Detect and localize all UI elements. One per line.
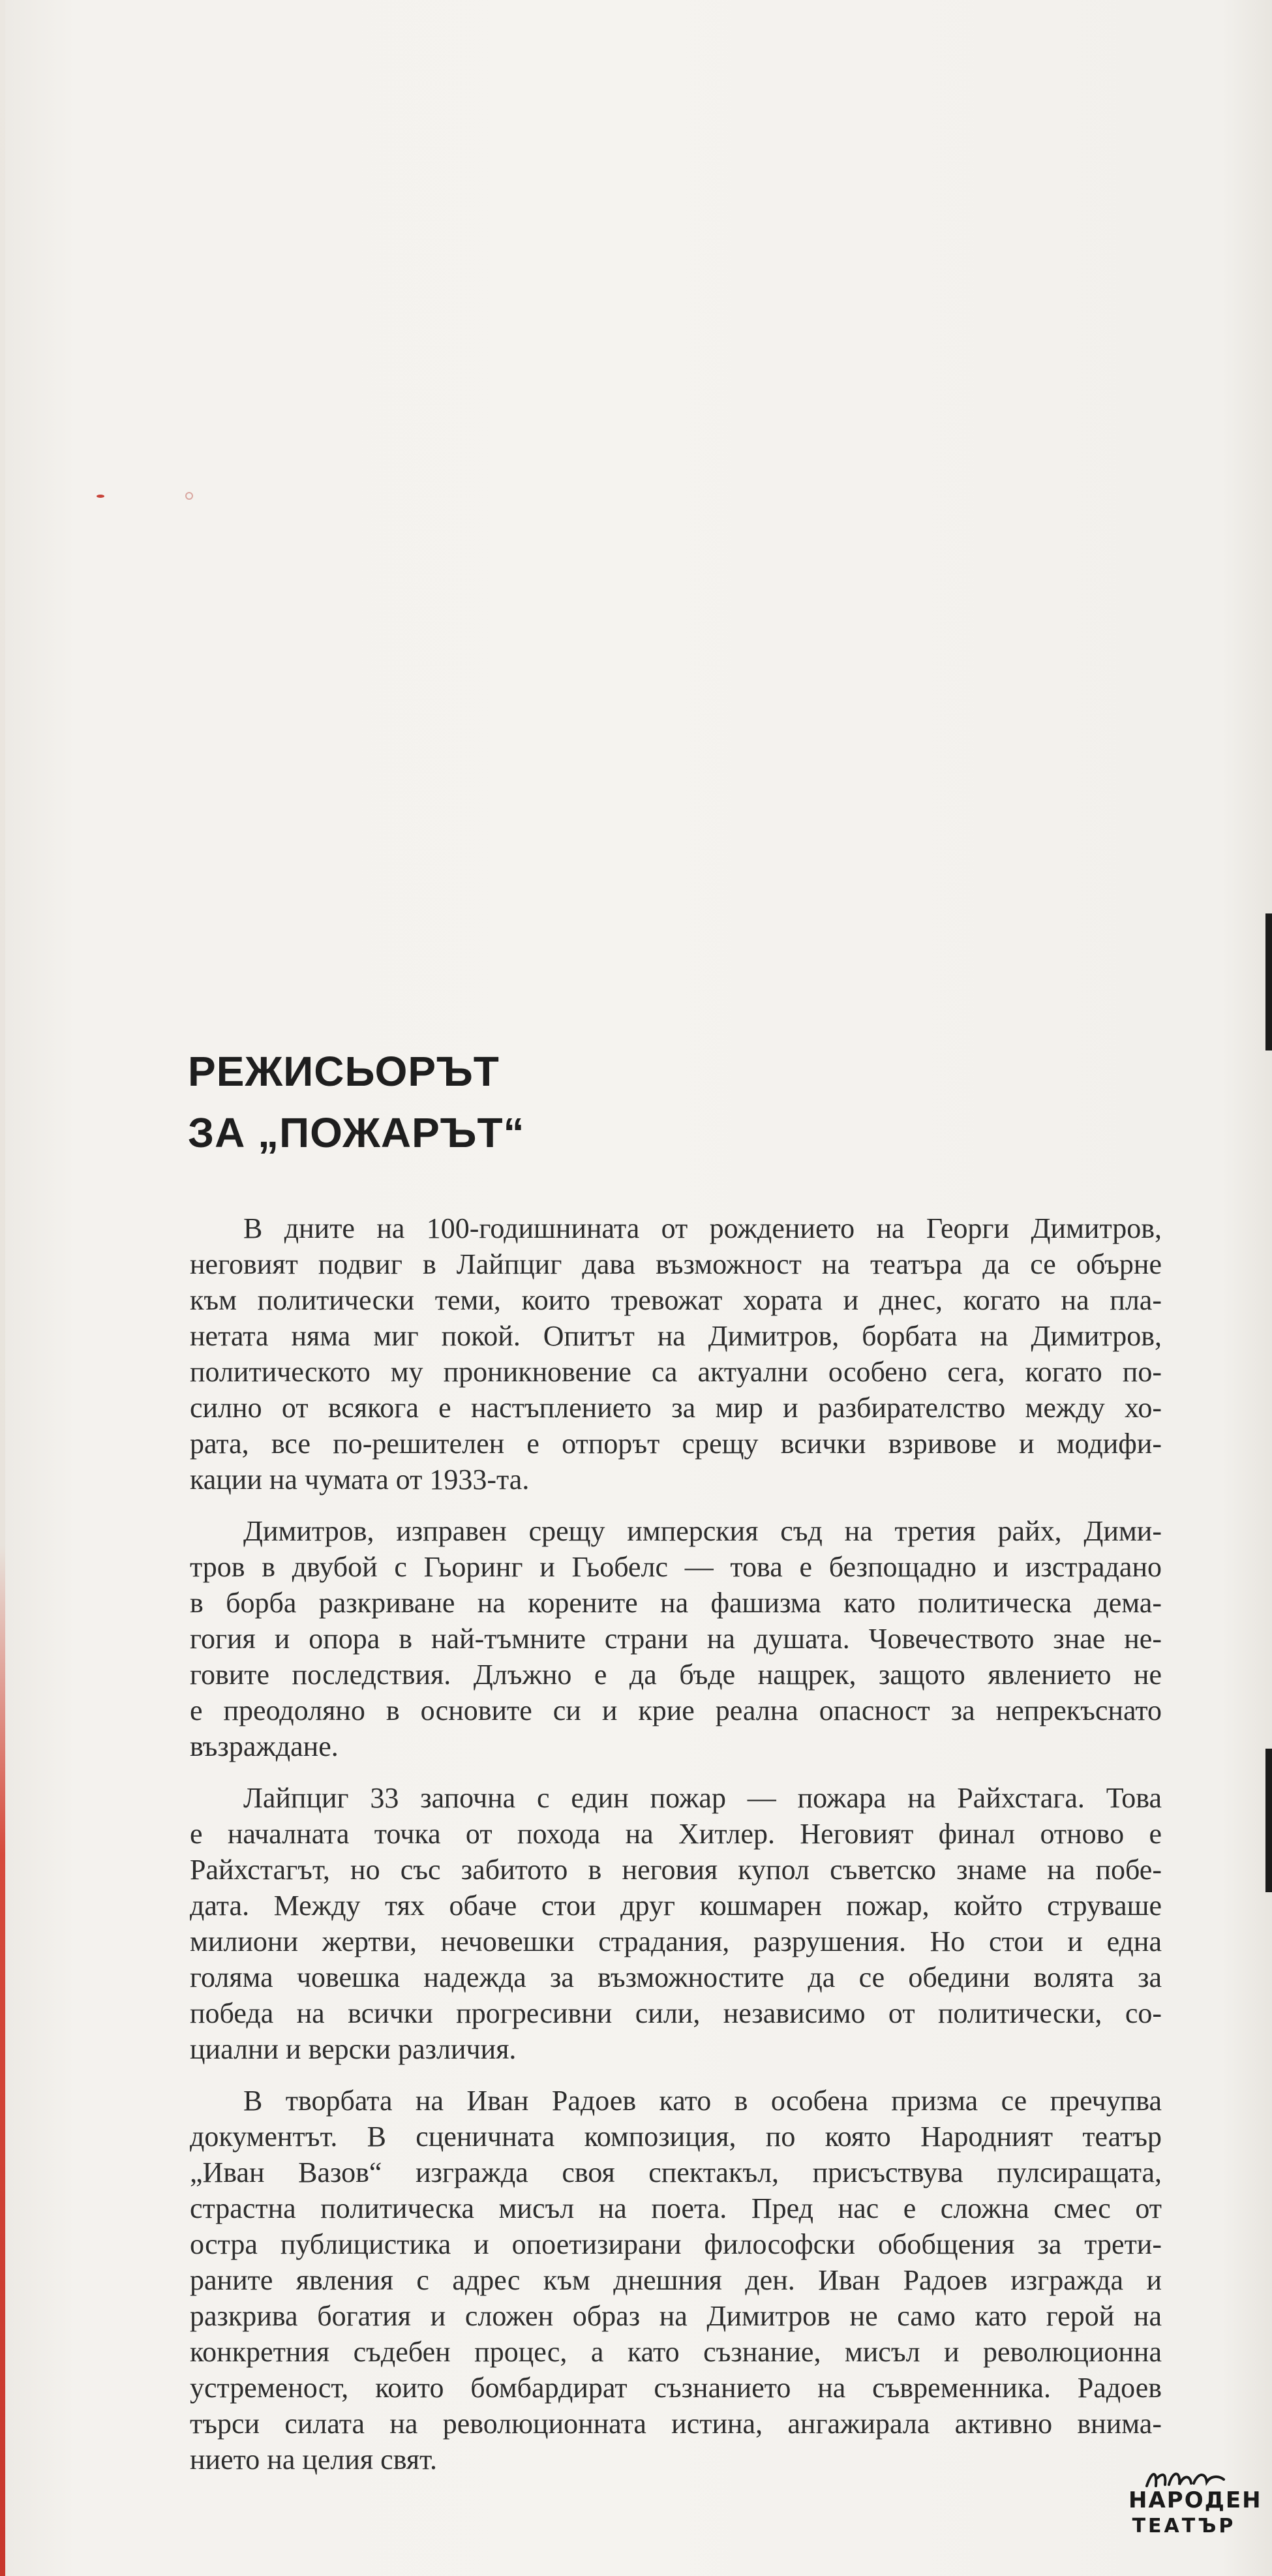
text-line: дата. Между тях обаче стои друг кошмарен пожар, който струваше	[190, 1890, 1162, 1922]
national-theatre-logo	[1123, 2466, 1262, 2545]
text-line: политическото му проникновение са актуални особено сега, когато по-	[190, 1356, 1162, 1388]
text-line: В творбата на Иван Радоев като в особена призма се пречупва	[243, 2085, 1162, 2117]
text-line: кации на чумата от 1933-та.	[190, 1464, 530, 1495]
text-line: конкретния съдебен процес, а като съзнание, мисъл и революционна	[190, 2336, 1162, 2368]
text-line: говите последствия. Длъжно е да бъде нащрек, защото явлението не	[190, 1659, 1162, 1691]
text-line: нетата няма миг покой. Опитът на Димитров, борбата на Димитров,	[190, 1320, 1162, 1352]
title-line-2: ЗА „ПОЖАРЪТ“	[188, 1109, 525, 1156]
paragraph	[190, 1780, 1162, 2067]
binding-mark	[1265, 913, 1272, 1050]
text-line: В дните на 100-годишнината от рождението на Георги Димитров,	[243, 1212, 1162, 1244]
article-body	[190, 1210, 1162, 2493]
red-page-edge	[0, 0, 5, 2576]
text-line: „Иван Вазов“ изгражда своя спектакъл, присъствува пулсиращата,	[190, 2156, 1162, 2188]
text-line: раните явления с адрес към днешния ден. Иван Радоев изгражда и	[190, 2264, 1162, 2296]
text-line: Райхстагът, но със забитото в неговия купол съветско знаме на побе-	[190, 1854, 1162, 1886]
text-line: силно от всякога е настъплението за мир и разбирателство между хо-	[190, 1392, 1162, 1424]
text-line: в борба разкриване на корените на фашизма като политическа дема-	[190, 1587, 1162, 1619]
article-title	[188, 1041, 971, 1163]
text-line: разкрива богатия и сложен образ на Димитров не само като герой на	[190, 2300, 1162, 2332]
title-line-1: РЕЖИСЬОРЪТ	[188, 1048, 500, 1095]
print-speck	[97, 495, 104, 498]
text-line: голяма човешка надежда за възможностите да се обедини волята за	[190, 1961, 1162, 1993]
paragraph	[190, 1513, 1162, 1764]
text-line: гогия и опора в най-тъмните страни на душата. Човечеството знае не-	[190, 1623, 1162, 1655]
text-line: тров в двубой с Гьоринг и Гьобелс — това е безпощадно и изстрадано	[190, 1551, 1162, 1583]
logo-text-1: НАРОДЕН	[1128, 2487, 1262, 2513]
text-line: милиони жертви, нечовешки страдания, разрушения. Но стои и една	[190, 1925, 1162, 1957]
text-line: страстна политическа мисъл на поета. Пред нас е сложна смес от	[190, 2192, 1162, 2224]
paragraph	[190, 1210, 1162, 1497]
print-speck	[185, 492, 193, 500]
text-line: е началната точка от похода на Хитлер. Неговият финал отново е	[190, 1818, 1162, 1850]
text-line: остра публицистика и опоетизирани философски обобщения за трети-	[190, 2228, 1162, 2260]
binding-mark	[1265, 1749, 1272, 1892]
text-line: е преодоляно в основите си и крие реална опасност за непрекъснато	[190, 1694, 1162, 1726]
text-line: рата, все по-решителен е отпорът срещу всички взривове и модифи-	[190, 1428, 1162, 1460]
text-line: възраждане.	[190, 1730, 339, 1762]
text-line: към политически теми, които тревожат хората и днес, когато на пла-	[190, 1284, 1162, 1316]
text-line: циални и верски различия.	[190, 2033, 517, 2065]
text-line: победа на всички прогресивни сили, независимо от политически, со-	[190, 1997, 1162, 2029]
paragraph	[190, 2083, 1162, 2477]
text-line: Лайпциг 33 започна с един пожар — пожара на Райхстага. Това	[243, 1782, 1162, 1814]
text-line: неговият подвиг в Лайпциг дава възможност на театъра да се обърне	[190, 1248, 1162, 1280]
logo-text-2: ТЕАТЪР	[1132, 2515, 1236, 2538]
text-line: устременост, които бомбардират съзнанието на съвременника. Радоев	[190, 2372, 1162, 2404]
text-line: търси силата на революционната истина, ангажирала активно внима-	[190, 2408, 1162, 2440]
text-line: документът. В сценичната композиция, по която Народният театър	[190, 2121, 1162, 2153]
text-line: Димитров, изправен срещу имперския съд на третия райх, Дими-	[243, 1515, 1162, 1547]
text-line: нието на целия свят.	[190, 2444, 438, 2476]
